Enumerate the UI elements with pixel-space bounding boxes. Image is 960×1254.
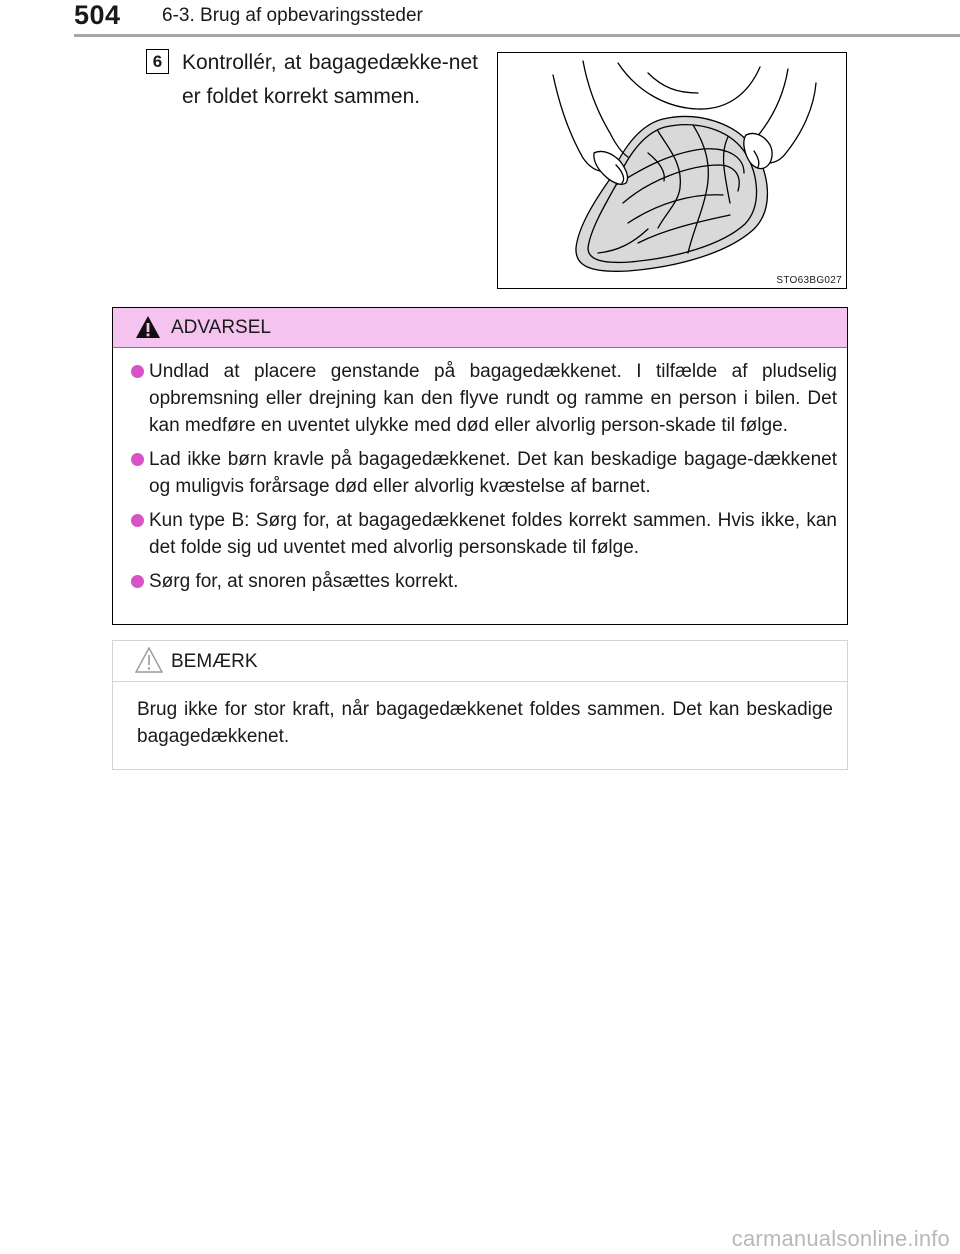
warning-item (113, 568, 847, 595)
warning-item (113, 507, 847, 561)
note-header (113, 641, 847, 682)
warning-item-text: Sørg for, at snoren påsættes korrekt. (149, 571, 459, 592)
bullet-icon (131, 575, 144, 588)
warning-triangle-icon (135, 315, 161, 339)
caution-triangle-icon (135, 646, 163, 674)
page-number: 504 (74, 0, 121, 30)
warning-header (113, 308, 847, 348)
warning-list (113, 358, 847, 602)
note-box (112, 640, 848, 770)
note-text: Brug ikke for stor kraft, når bagagedækkenet foldes sammen. Det kan beskadige bagagedækkenet. (137, 699, 833, 747)
step-number-badge: 6 (146, 49, 169, 74)
section-title: 6-3. Brug af opbevaringssteder (162, 5, 423, 26)
warning-title: ADVARSEL (171, 317, 271, 338)
warning-item (113, 358, 847, 439)
bullet-icon (131, 365, 144, 378)
folding-cover-drawing (498, 53, 847, 289)
illustration-folding-cover (497, 52, 847, 289)
warning-item-text: Lad ikke børn kravle på bagagedækkenet. Det kan beskadige bagage-dækkenet og muligvis forårsage død eller alvorlig kvæstelse af barnet. (149, 449, 837, 497)
warning-item (113, 446, 847, 500)
warning-box (112, 307, 848, 625)
watermark: carmanualsonline.info (731, 1226, 950, 1251)
note-title: BEMÆRK (171, 651, 258, 672)
warning-item-text: Kun type B: Sørg for, at bagagedækkenet foldes korrekt sammen. Hvis ikke, kan det folde sig ud uventet med alvorlig personskade til følge. (149, 510, 837, 558)
bullet-icon (131, 453, 144, 466)
bullet-icon (131, 514, 144, 527)
cover-outline (576, 117, 767, 272)
step-instruction: Kontrollér, at bagagedække-net er foldet korrekt sammen. (182, 51, 478, 108)
warning-item-text: Undlad at placere genstande på bagagedækkenet. I tilfælde af pludselig opbremsning eller drejning kan den flyve rundt og ramme en person i bilen. Det kan medføre en uventet ulykke med død eller alvorlig person-skade til følge. (149, 361, 837, 436)
figure-code: STO63BG027 (776, 275, 842, 286)
header-divider (74, 34, 960, 37)
